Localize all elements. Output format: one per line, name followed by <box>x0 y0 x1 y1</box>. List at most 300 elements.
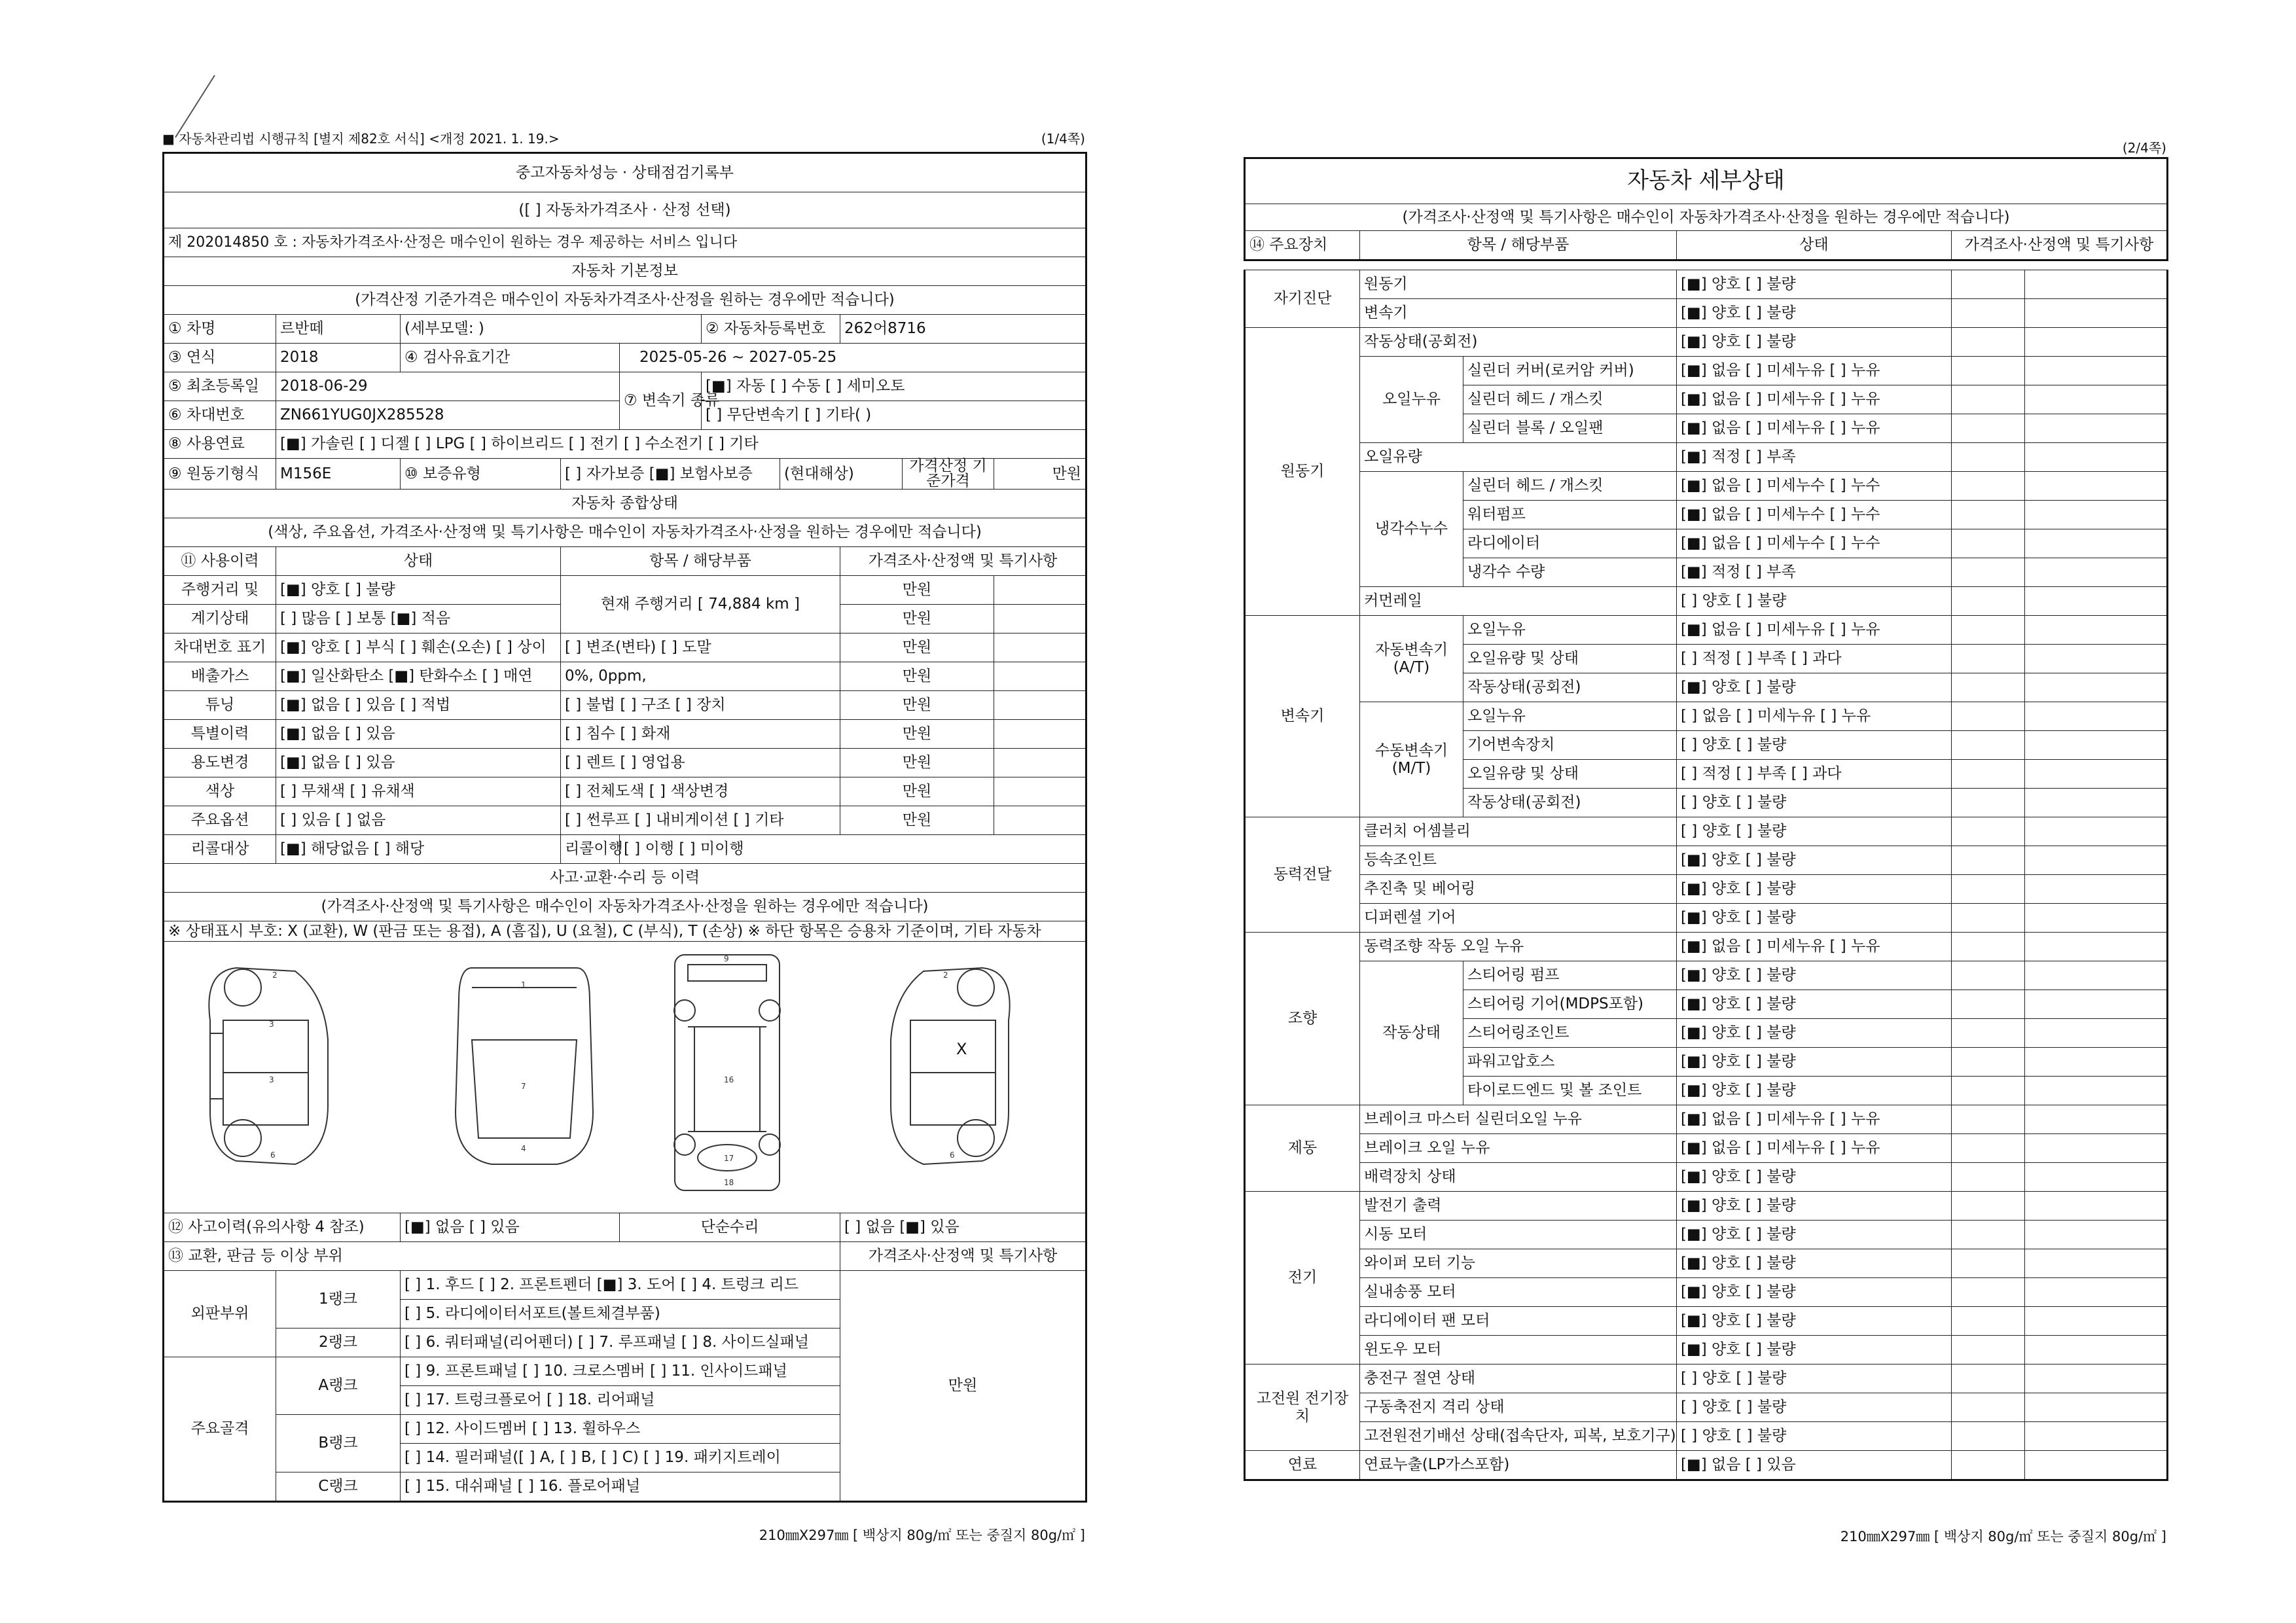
rank-b-label: B랭크 <box>276 1415 401 1472</box>
detail-note-cell <box>2025 501 2168 529</box>
detail-item: 기어변속장치 <box>1463 731 1677 760</box>
detail-item: 작동상태(공회전) <box>1360 328 1677 357</box>
detail-row <box>1245 1422 2168 1451</box>
detail-price-cell <box>1952 1163 2025 1192</box>
detail-price-cell <box>1952 933 2025 961</box>
detail-price-cell <box>1952 1048 2025 1077</box>
device-group-label: 동력전달 <box>1245 817 1360 933</box>
detail-state: [■] 양호 [ ] 불량 <box>1677 875 1952 904</box>
detail-note-cell <box>2025 990 2168 1019</box>
detail-item: 충전구 절연 상태 <box>1360 1364 1677 1393</box>
warranty-company: (현대해상) <box>780 459 903 490</box>
detail-note-cell <box>2025 1451 2168 1480</box>
detail-note-cell <box>2025 645 2168 673</box>
detail-price-cell <box>1952 1077 2025 1105</box>
detail-state: [■] 양호 [ ] 불량 <box>1677 1336 1952 1364</box>
item-col-header: 항목 / 해당부품 <box>1360 231 1677 260</box>
diagram-number: 2 <box>943 971 948 980</box>
detail-price-cell <box>1952 817 2025 846</box>
state-col-header: 상태 <box>1677 231 1952 260</box>
detail-item: 냉각수 수량 <box>1463 558 1677 587</box>
detail-state: [■] 양호 [ ] 불량 <box>1677 270 1952 299</box>
detail-note-cell <box>2025 1077 2168 1105</box>
detail-price-cell <box>1952 731 2025 760</box>
basic-info-heading: 자동차 기본정보 <box>164 257 1086 286</box>
detail-price-cell <box>1952 1451 2025 1480</box>
overall-row-item: [ ] 불법 [ ] 구조 [ ] 장치 <box>561 691 840 720</box>
diagram-number: 9 <box>724 954 729 963</box>
outer-panel-label: 외판부위 <box>164 1271 276 1357</box>
detail-price-cell <box>1952 443 2025 472</box>
rank-b-line-1: [ ] 12. 사이드멤버 [ ] 13. 휠하우스 <box>401 1415 840 1444</box>
overall-heading: 자동차 종합상태 <box>164 490 1086 518</box>
overall-row-item: [ ] 렌트 [ ] 영업용 <box>561 749 840 777</box>
recall-label: 리콜대상 <box>164 835 276 864</box>
detail-row <box>1245 1192 2168 1221</box>
detail-state: [■] 양호 [ ] 불량 <box>1677 846 1952 875</box>
accident-heading: 사고·교환·수리 등 이력 <box>164 864 1086 893</box>
detail-item: 실린더 블록 / 오일팬 <box>1463 414 1677 443</box>
detail-item: 오일누유 <box>1463 616 1677 645</box>
detail-price-cell <box>1952 501 2025 529</box>
detail-item: 라디에이터 <box>1463 529 1677 558</box>
detail-note-cell <box>2025 357 2168 385</box>
detail-state: [■] 양호 [ ] 불량 <box>1677 961 1952 990</box>
exchange-price-col: 가격조사·산정액 및 특기사항 <box>840 1242 1086 1271</box>
detail-item: 동력조향 작동 오일 누유 <box>1360 933 1677 961</box>
vin-label: ⑥ 차대번호 <box>164 401 276 430</box>
warranty-label: ⑩ 보증유형 <box>401 459 561 490</box>
car-diagram-area <box>164 942 1086 1213</box>
detail-item: 추진축 및 베어링 <box>1360 875 1677 904</box>
detail-state: [■] 양호 [ ] 불량 <box>1677 1278 1952 1307</box>
state-col-header: 상태 <box>276 547 561 576</box>
sub-group-label: 수동변속기 (M/T) <box>1360 702 1463 817</box>
detail-row <box>1245 961 2168 990</box>
detail-note-cell <box>2025 1192 2168 1221</box>
detail-item: 오일누유 <box>1463 702 1677 731</box>
detail-row <box>1245 1249 2168 1278</box>
detail-price-cell <box>1952 1336 2025 1364</box>
detail-price-cell <box>1952 414 2025 443</box>
detail-item: 오일유량 및 상태 <box>1463 645 1677 673</box>
detail-price-cell <box>1952 1422 2025 1451</box>
overall-row-state: [■] 일산화탄소 [■] 탄화수소 [ ] 매연 <box>276 662 561 691</box>
detail-note-cell <box>2025 1019 2168 1048</box>
detail-row <box>1245 702 2168 731</box>
detail-state: [■] 양호 [ ] 불량 <box>1677 990 1952 1019</box>
detail-item: 실내송풍 모터 <box>1360 1278 1677 1307</box>
engine: M156E <box>276 459 401 490</box>
page1-footer: 210㎜X297㎜ [ 백상지 80g/㎡ 또는 중질지 80g/㎡ ] <box>759 1527 1085 1543</box>
accident-history-label: ⑫ 사고이력(유의사항 4 참조) <box>164 1213 401 1242</box>
overall-row-state: [ ] 많음 [ ] 보통 [■] 적음 <box>276 605 561 633</box>
detail-state: [■] 양호 [ ] 불량 <box>1677 673 1952 702</box>
detail-state: [ ] 양호 [ ] 불량 <box>1677 1422 1952 1451</box>
accident-history-state: [■] 없음 [ ] 있음 <box>401 1213 620 1242</box>
detail-item: 원동기 <box>1360 270 1677 299</box>
device-group-label: 연료 <box>1245 1451 1360 1480</box>
detail-note-cell <box>2025 1422 2168 1451</box>
form-subtitle: ([ ] 자동차가격조사 · 산정 선택) <box>164 192 1086 228</box>
detail-note-cell <box>2025 328 2168 357</box>
detail-price-cell <box>1952 587 2025 616</box>
detail-state: [ ] 양호 [ ] 불량 <box>1677 817 1952 846</box>
year: 2018 <box>276 344 401 372</box>
page2-form <box>1244 157 2168 261</box>
overall-row-label: 주행거리 및 <box>164 576 276 605</box>
detail-row <box>1245 1451 2168 1480</box>
diagram-number: 3 <box>269 1020 274 1029</box>
detail-item: 등속조인트 <box>1360 846 1677 875</box>
overall-row-state: [ ] 있음 [ ] 없음 <box>276 806 561 835</box>
usage-col-header: ⑪ 사용이력 <box>164 547 276 576</box>
detail-note-cell <box>2025 558 2168 587</box>
trans-label: ⑦ 변속기 종류 <box>620 372 702 430</box>
overall-note: (색상, 주요옵션, 가격조사·산정액 및 특기사항은 매수인이 자동차가격조사·산정을 원하는 경우에만 적습니다) <box>164 518 1086 547</box>
detail-item: 배력장치 상태 <box>1360 1163 1677 1192</box>
detail-note-cell <box>2025 472 2168 501</box>
detail-row <box>1245 472 2168 501</box>
detail-price-cell <box>1952 558 2025 587</box>
exchange-price-unit: 만원 <box>840 1271 1086 1502</box>
detail-item: 브레이크 오일 누유 <box>1360 1134 1677 1163</box>
detail-state: [■] 양호 [ ] 불량 <box>1677 1019 1952 1048</box>
device-group-label: 전기 <box>1245 1192 1360 1364</box>
detail-state: [ ] 양호 [ ] 불량 <box>1677 587 1952 616</box>
detail-note-cell <box>2025 731 2168 760</box>
car-top-view <box>456 968 593 1164</box>
detail-price-cell <box>1952 875 2025 904</box>
detail-item: 작동상태(공회전) <box>1463 673 1677 702</box>
detail-note-cell <box>2025 846 2168 875</box>
detail-note-cell <box>2025 443 2168 472</box>
fuel-label: ⑧ 사용연료 <box>164 430 276 459</box>
detail-state: [ ] 없음 [ ] 미세누유 [ ] 누유 <box>1677 702 1952 731</box>
detail-price-cell <box>1952 1393 2025 1422</box>
detail-note-cell <box>2025 299 2168 328</box>
detail-price-cell <box>1952 328 2025 357</box>
detail-item: 스티어링 기어(MDPS포함) <box>1463 990 1677 1019</box>
detail-note-cell <box>2025 904 2168 933</box>
car-right-side-view <box>891 968 1010 1164</box>
detail-row <box>1245 904 2168 933</box>
frame-label: 주요골격 <box>164 1357 276 1502</box>
detail-item: 실린더 커버(로커암 커버) <box>1463 357 1677 385</box>
detail-price-cell <box>1952 904 2025 933</box>
overall-row-price: 만원 <box>840 720 994 749</box>
overall-row-price: 만원 <box>840 605 994 633</box>
overall-row-label: 배출가스 <box>164 662 276 691</box>
detail-price-cell <box>1952 472 2025 501</box>
detail-state: [ ] 양호 [ ] 불량 <box>1677 1393 1952 1422</box>
detail-model: (세부모델: ) <box>401 315 702 344</box>
detail-item: 브레이크 마스터 실린더오일 누유 <box>1360 1105 1677 1134</box>
car-left-side-view <box>209 968 328 1164</box>
detail-row <box>1245 328 2168 357</box>
detail-item: 변속기 <box>1360 299 1677 328</box>
validity-label: ④ 검사유효기간 <box>401 344 620 372</box>
detail-state: [ ] 적정 [ ] 부족 [ ] 과다 <box>1677 760 1952 789</box>
trans-line-1: [■] 자동 [ ] 수동 [ ] 세미오토 <box>702 372 1086 401</box>
detail-note-cell <box>2025 817 2168 846</box>
detail-row <box>1245 933 2168 961</box>
detail-price-cell <box>1952 1249 2025 1278</box>
rank-b-line-2: [ ] 14. 필러패널([ ] A, [ ] B, [ ] C) [ ] 19. 패키지트레이 <box>401 1444 840 1472</box>
exchange-mark: X <box>956 1040 967 1058</box>
detail-state: [■] 없음 [ ] 미세누유 [ ] 누유 <box>1677 1105 1952 1134</box>
detail-price-cell <box>1952 645 2025 673</box>
detail-item: 커먼레일 <box>1360 587 1677 616</box>
diagram-number: 2 <box>272 971 278 980</box>
detail-note-cell <box>2025 1163 2168 1192</box>
detail-note-cell <box>2025 1336 2168 1364</box>
rank-2-line-1: [ ] 6. 쿼터패널(리어펜더) [ ] 7. 루프패널 [ ] 8. 사이드실패널 <box>401 1329 840 1357</box>
overall-row-item: [ ] 썬루프 [ ] 내비게이션 [ ] 기타 <box>561 806 840 835</box>
detail-row <box>1245 443 2168 472</box>
page1-form <box>162 152 1087 1503</box>
recall-item-label: 리콜이행 <box>561 835 620 864</box>
device-group-label: 변속기 <box>1245 616 1360 817</box>
detail-price-cell <box>1952 1192 2025 1221</box>
detail-price-cell <box>1952 961 2025 990</box>
diagram-number: 16 <box>724 1075 734 1084</box>
overall-row-label: 주요옵션 <box>164 806 276 835</box>
detail-price-cell <box>1952 616 2025 645</box>
detail-item: 라디에이터 팬 모터 <box>1360 1307 1677 1336</box>
detail-row <box>1245 616 2168 645</box>
rank-1-label: 1랭크 <box>276 1271 401 1329</box>
detail-row <box>1245 1221 2168 1249</box>
detail-note-cell <box>2025 702 2168 731</box>
detail-row <box>1245 817 2168 846</box>
detail-state: [■] 양호 [ ] 불량 <box>1677 1163 1952 1192</box>
reg-no-label: ② 자동차등록번호 <box>702 315 840 344</box>
detail-row <box>1245 299 2168 328</box>
device-group-label: 제동 <box>1245 1105 1360 1192</box>
basic-info-note: (가격산정 기준가격은 매수인이 자동차가격조사·산정을 원하는 경우에만 적습니다) <box>164 286 1086 315</box>
overall-row-label: 색상 <box>164 777 276 806</box>
overall-row-item: [ ] 변조(변타) [ ] 도말 <box>561 633 840 662</box>
detail-note-cell <box>2025 616 2168 645</box>
car-diagrams <box>164 942 1083 1213</box>
detail-item: 시동 모터 <box>1360 1221 1677 1249</box>
detail-note-cell <box>2025 1278 2168 1307</box>
overall-row-state: [■] 양호 [ ] 부식 [ ] 훼손(오손) [ ] 상이 <box>276 633 561 662</box>
overall-row-state: [■] 없음 [ ] 있음 <box>276 720 561 749</box>
detail-state: [■] 적정 [ ] 부족 <box>1677 558 1952 587</box>
price-col-header: 가격조사·산정액 및 특기사항 <box>1952 231 2168 260</box>
rank-1-line-1: [ ] 1. 후드 [ ] 2. 프론트펜더 [■] 3. 도어 [ ] 4. 트렁크 리드 <box>401 1271 840 1300</box>
detail-state: [■] 없음 [ ] 미세누유 [ ] 누유 <box>1677 385 1952 414</box>
detail-note-cell <box>2025 1364 2168 1393</box>
detail-state: [■] 양호 [ ] 불량 <box>1677 1048 1952 1077</box>
detail-item: 윈도우 모터 <box>1360 1336 1677 1364</box>
overall-row-price: 만원 <box>840 633 994 662</box>
detail-item: 고전원전기배선 상태(접속단자, 피복, 보호기구) <box>1360 1422 1677 1451</box>
overall-row-state: [■] 없음 [ ] 있음 [ ] 적법 <box>276 691 561 720</box>
detail-item: 타이로드엔드 및 볼 조인트 <box>1463 1077 1677 1105</box>
rank-a-line-2: [ ] 17. 트렁크플로어 [ ] 18. 리어패널 <box>401 1386 840 1415</box>
detail-price-cell <box>1952 1019 2025 1048</box>
detail-title: 자동차 세부상태 <box>1245 158 2168 204</box>
detail-note-cell <box>2025 875 2168 904</box>
detail-note-cell <box>2025 1307 2168 1336</box>
detail-item: 작동상태(공회전) <box>1463 789 1677 817</box>
recall-state: [■] 해당없음 [ ] 해당 <box>276 835 561 864</box>
sub-group-label: 냉각수누수 <box>1360 472 1463 587</box>
detail-note-cell <box>2025 1105 2168 1134</box>
sub-group-label: 자동변속기 (A/T) <box>1360 616 1463 702</box>
detail-row <box>1245 1105 2168 1134</box>
rank-2-label: 2랭크 <box>276 1329 401 1357</box>
exchange-label: ⑬ 교환, 판금 등 이상 부위 <box>164 1242 840 1271</box>
detail-price-cell <box>1952 702 2025 731</box>
rank-a-line-1: [ ] 9. 프론트패널 [ ] 10. 크로스멤버 [ ] 11. 인사이드패널 <box>401 1357 840 1386</box>
overall-row-label: 용도변경 <box>164 749 276 777</box>
overall-row-label: 특별이력 <box>164 720 276 749</box>
validity: 2025-05-26 ~ 2027-05-25 <box>620 344 1086 372</box>
detail-row <box>1245 875 2168 904</box>
overall-row-price: 만원 <box>840 691 994 720</box>
detail-note-cell <box>2025 789 2168 817</box>
detail-price-cell <box>1952 1221 2025 1249</box>
detail-note-cell <box>2025 414 2168 443</box>
overall-row-state: [■] 양호 [ ] 불량 <box>276 576 561 605</box>
detail-state: [ ] 양호 [ ] 불량 <box>1677 789 1952 817</box>
overall-row-state: [ ] 무채색 [ ] 유채색 <box>276 777 561 806</box>
detail-price-cell <box>1952 1278 2025 1307</box>
detail-price-cell <box>1952 846 2025 875</box>
price-basis-unit: 만원 <box>994 459 1086 490</box>
detail-price-cell <box>1952 270 2025 299</box>
detail-state: [■] 양호 [ ] 불량 <box>1677 1077 1952 1105</box>
price-basis-label: 가격산정 기준가격 <box>903 459 994 490</box>
detail-item: 오일유량 <box>1360 443 1677 472</box>
detail-note-cell <box>2025 1393 2168 1422</box>
overall-row-label: 계기상태 <box>164 605 276 633</box>
detail-price-cell <box>1952 789 2025 817</box>
device-group-label: 조향 <box>1245 933 1360 1105</box>
detail-item: 실린더 헤드 / 개스킷 <box>1463 472 1677 501</box>
detail-row <box>1245 1307 2168 1336</box>
detail-state: [■] 없음 [ ] 미세누수 [ ] 누수 <box>1677 501 1952 529</box>
engine-label: ⑨ 원동기형식 <box>164 459 276 490</box>
vin: ZN661YUG0JX285528 <box>276 401 620 430</box>
detail-row <box>1245 846 2168 875</box>
detail-row <box>1245 1364 2168 1393</box>
detail-row <box>1245 270 2168 299</box>
detail-note-cell <box>2025 760 2168 789</box>
recall-item: [ ] 이행 [ ] 미이행 <box>620 835 1086 864</box>
diagram-number: 17 <box>724 1154 734 1163</box>
car-name: 르반떼 <box>276 315 401 344</box>
detail-state: [■] 없음 [ ] 미세누유 [ ] 누유 <box>1677 616 1952 645</box>
page2-footer: 210㎜X297㎜ [ 백상지 80g/㎡ 또는 중질지 80g/㎡ ] <box>1840 1529 2166 1544</box>
detail-table <box>1244 270 2168 1481</box>
overall-row-item: 0%, 0ppm, <box>561 662 840 691</box>
diagram-number: 7 <box>521 1082 526 1091</box>
diagram-number: 4 <box>521 1144 526 1153</box>
accident-note: (가격조사·산정액 및 특기사항은 매수인이 자동차가격조사·산정을 원하는 경우에만 적습니다) <box>164 893 1086 921</box>
detail-state: [■] 없음 [ ] 있음 <box>1677 1451 1952 1480</box>
device-group-label: 자기진단 <box>1245 270 1360 328</box>
device-group-label: 고전원 전기장치 <box>1245 1364 1360 1451</box>
overall-row-label: 차대번호 표기 <box>164 633 276 662</box>
trans-line-2: [ ] 무단변속기 [ ] 기타( ) <box>702 401 1086 430</box>
first-reg: 2018-06-29 <box>276 372 620 401</box>
form-reference: ■ 자동차관리법 시행규칙 [별지 제82호 서식] <개정 2021. 1. 19.> <box>162 131 560 147</box>
diagram-number: 6 <box>950 1150 955 1160</box>
page-number: (2/4쪽) <box>2122 140 2166 156</box>
detail-item: 오일유량 및 상태 <box>1463 760 1677 789</box>
diagram-number: 1 <box>521 980 526 990</box>
detail-price-cell <box>1952 1364 2025 1393</box>
detail-row <box>1245 1336 2168 1364</box>
detail-state: [ ] 적정 [ ] 부족 [ ] 과다 <box>1677 645 1952 673</box>
overall-row-price: 만원 <box>840 749 994 777</box>
sub-group-label: 작동상태 <box>1360 961 1463 1105</box>
form-title: 중고자동차성능 · 상태점검기록부 <box>164 153 1086 192</box>
detail-row <box>1245 1134 2168 1163</box>
detail-state: [■] 없음 [ ] 미세누유 [ ] 누유 <box>1677 414 1952 443</box>
rank-a-label: A랭크 <box>276 1357 401 1415</box>
overall-row-label: 튜닝 <box>164 691 276 720</box>
detail-note-cell <box>2025 529 2168 558</box>
device-col-header: ⑭ 주요장치 <box>1245 231 1360 260</box>
detail-item: 스티어링조인트 <box>1463 1019 1677 1048</box>
detail-item: 연료누출(LP가스포함) <box>1360 1451 1677 1480</box>
detail-state: [■] 없음 [ ] 미세누수 [ ] 누수 <box>1677 472 1952 501</box>
overall-row-price: 만원 <box>840 806 994 835</box>
diagram-number: 6 <box>270 1150 276 1160</box>
detail-note-cell <box>2025 385 2168 414</box>
reg-no: 262어8716 <box>840 315 1086 344</box>
price-col-header: 가격조사·산정액 및 특기사항 <box>840 547 1086 576</box>
sub-group-label: 오일누유 <box>1360 357 1463 443</box>
detail-item: 구동축전지 격리 상태 <box>1360 1393 1677 1422</box>
device-group-label: 원동기 <box>1245 328 1360 616</box>
detail-state: [■] 적정 [ ] 부족 <box>1677 443 1952 472</box>
year-label: ③ 연식 <box>164 344 276 372</box>
detail-item: 실린더 헤드 / 개스킷 <box>1463 385 1677 414</box>
detail-note-cell <box>2025 1249 2168 1278</box>
detail-item: 스티어링 펌프 <box>1463 961 1677 990</box>
detail-row <box>1245 357 2168 385</box>
detail-state: [■] 없음 [ ] 미세누수 [ ] 누수 <box>1677 529 1952 558</box>
detail-note-cell <box>2025 961 2168 990</box>
warranty: [ ] 자가보증 [■] 보험사보증 <box>561 459 780 490</box>
detail-item: 클러치 어셈블리 <box>1360 817 1677 846</box>
detail-item: 디퍼렌셜 기어 <box>1360 904 1677 933</box>
detail-row <box>1245 587 2168 616</box>
detail-state: [ ] 양호 [ ] 불량 <box>1677 1364 1952 1393</box>
car-name-label: ① 차명 <box>164 315 276 344</box>
page-number: (1/4쪽) <box>1041 131 1085 147</box>
detail-note-cell <box>2025 933 2168 961</box>
fuel: [■] 가솔린 [ ] 디젤 [ ] LPG [ ] 하이브리드 [ ] 전기 [ ] 수소전기 [ ] 기타 <box>276 430 1086 459</box>
detail-row <box>1245 1393 2168 1422</box>
detail-note-cell <box>2025 1134 2168 1163</box>
detail-price-cell <box>1952 760 2025 789</box>
detail-note-cell <box>2025 1048 2168 1077</box>
overall-row-item: [ ] 전체도색 [ ] 색상변경 <box>561 777 840 806</box>
detail-state: [■] 없음 [ ] 미세누유 [ ] 누유 <box>1677 933 1952 961</box>
detail-note: (가격조사·산정액 및 특기사항은 매수인이 자동차가격조사·산정을 원하는 경우에만 적습니다) <box>1245 204 2168 231</box>
detail-state: [■] 양호 [ ] 불량 <box>1677 1192 1952 1221</box>
detail-state: [ ] 양호 [ ] 불량 <box>1677 731 1952 760</box>
detail-state: [■] 양호 [ ] 불량 <box>1677 328 1952 357</box>
